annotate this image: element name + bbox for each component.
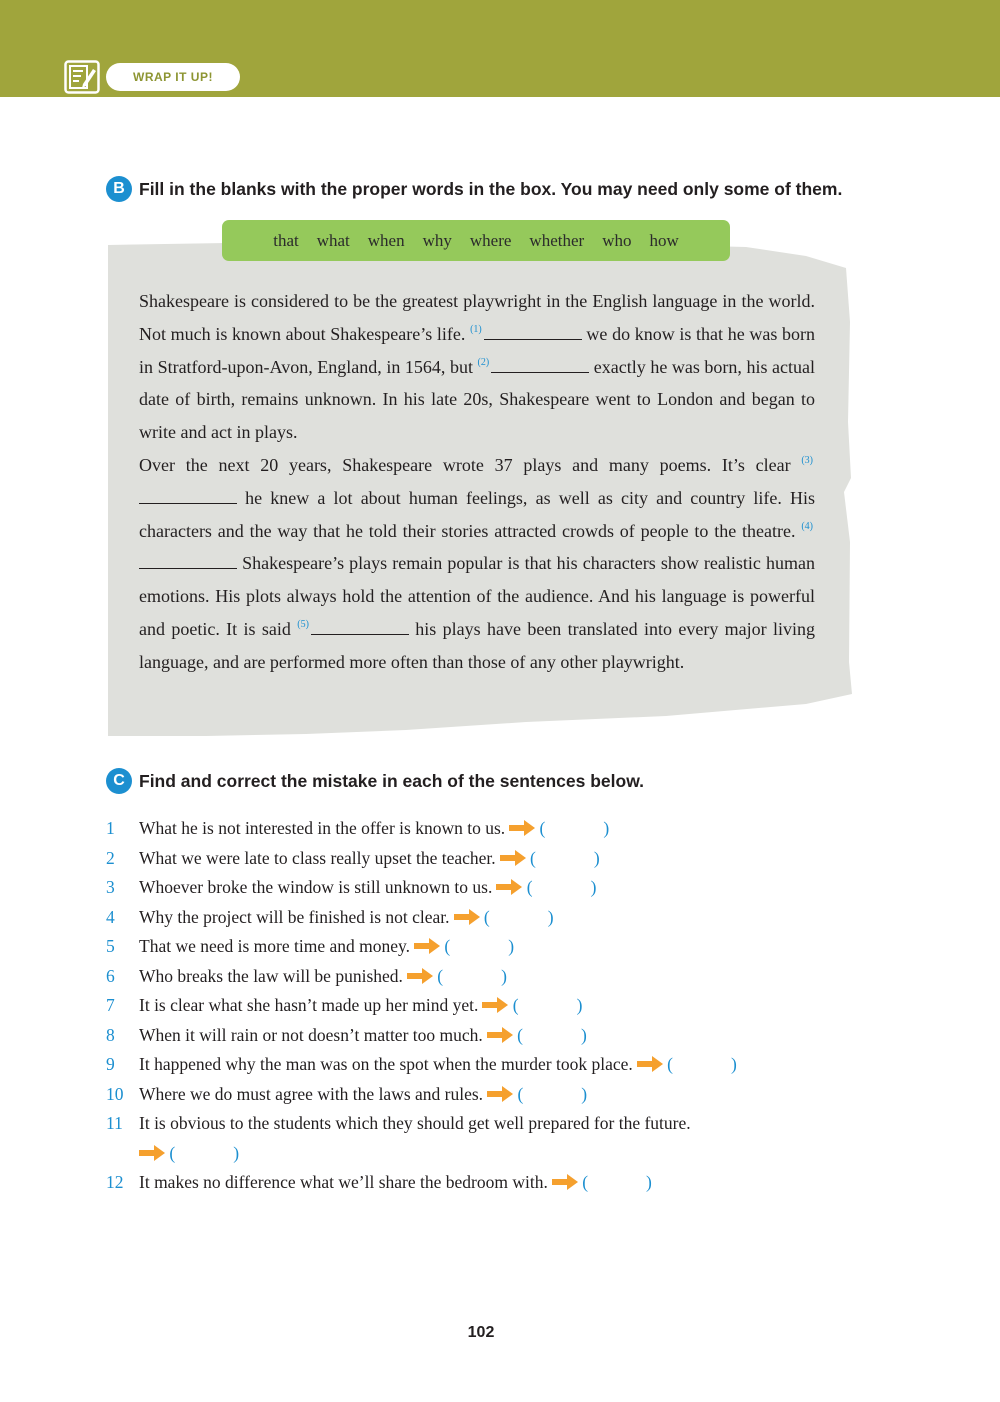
section-c-heading bbox=[106, 768, 644, 794]
passage-text: Over the next 20 years, Shakespeare wrote 37 plays and many poems. It’s clear bbox=[139, 454, 791, 475]
answer-paren-open: ( bbox=[517, 1024, 523, 1045]
item-number: 10 bbox=[106, 1083, 124, 1104]
orange-arrow-icon bbox=[454, 909, 480, 925]
word-option: how bbox=[649, 230, 679, 250]
blank-1[interactable] bbox=[484, 324, 582, 340]
passage-text: Shakespeare’s plays remain popular is that his characters show realistic human emotions. His plots always hold the attention of the audience. And his language is powerful and poetic. It is said bbox=[139, 553, 815, 639]
word-option: whether bbox=[529, 230, 585, 250]
answer-paren-close: ) bbox=[547, 906, 554, 927]
passage-text: exactly he was born, his actual date of birth, remains unknown. In his late 20s, Shakespeare went to London and began to write and act in plays. bbox=[139, 356, 816, 443]
item-number: 3 bbox=[106, 877, 115, 897]
exercise-item bbox=[106, 1080, 866, 1110]
word-option: that bbox=[273, 230, 299, 250]
exercise-item bbox=[106, 1109, 866, 1139]
blank-3[interactable] bbox=[139, 488, 237, 504]
item-number: 4 bbox=[106, 906, 115, 927]
orange-arrow-icon bbox=[487, 1086, 513, 1102]
section-b-heading bbox=[106, 176, 842, 202]
orange-arrow-icon bbox=[496, 879, 522, 895]
item-sentence: It is obvious to the students which they should get well prepared for the future. bbox=[139, 1113, 691, 1133]
answer-paren-close: ) bbox=[576, 995, 583, 1015]
item-number: 6 bbox=[106, 965, 115, 986]
orange-arrow-icon bbox=[414, 938, 440, 954]
item-sentence: It is clear what she hasn’t made up her mind yet. bbox=[139, 995, 479, 1015]
passage-text: Shakespeare is considered to be the greatest playwright in the English language in the world. Not much is known about Shakespeare’s life. bbox=[139, 291, 815, 344]
exercise-item bbox=[106, 932, 866, 962]
item-sentence: That we need is more time and money. bbox=[139, 936, 411, 956]
answer-paren-open: ( bbox=[444, 936, 451, 956]
item-sentence: Whoever broke the window is still unknown to us. bbox=[139, 877, 493, 897]
item-number: 5 bbox=[106, 936, 115, 956]
word-option: who bbox=[602, 230, 632, 250]
answer-paren-close: ) bbox=[646, 1172, 652, 1192]
passage-text: his plays have been translated into every major living language, and are performed more often than those of any other playwright. bbox=[139, 618, 816, 672]
section-c-badge: C bbox=[106, 768, 132, 794]
orange-arrow-icon bbox=[552, 1174, 578, 1190]
exercise-item bbox=[106, 814, 866, 844]
exercise-item bbox=[106, 991, 866, 1021]
orange-arrow-icon bbox=[637, 1056, 663, 1072]
blank-number: (1) bbox=[470, 323, 482, 335]
exercise-item bbox=[106, 873, 866, 903]
answer-paren-open: ( bbox=[539, 818, 546, 838]
section-b-instruction: Fill in the blanks with the proper words in the box. You may need only some of them. bbox=[139, 178, 843, 199]
item-number: 9 bbox=[106, 1054, 115, 1074]
answer-paren-close: ) bbox=[581, 1083, 588, 1104]
exercise-item bbox=[106, 962, 866, 992]
answer-paren-open: ( bbox=[437, 965, 444, 986]
item-number: 1 bbox=[106, 818, 115, 838]
answer-paren-open: ( bbox=[667, 1054, 673, 1074]
exercise-list bbox=[106, 814, 866, 1198]
blank-2[interactable] bbox=[491, 357, 589, 373]
answer-paren-close: ) bbox=[508, 936, 515, 956]
orange-arrow-icon bbox=[500, 850, 526, 866]
item-sentence: Why the project will be finished is not clear. bbox=[139, 906, 450, 927]
passage-text: he knew a lot about human feelings, as well as city and country life. His characters and the way that he told their stories attracted crowds of people to the theatre. bbox=[139, 487, 816, 541]
answer-paren-close: ) bbox=[233, 1142, 240, 1163]
exercise-item-continuation bbox=[106, 1139, 866, 1169]
word-option: when bbox=[367, 230, 405, 250]
answer-paren-open: ( bbox=[483, 906, 490, 927]
orange-arrow-icon bbox=[482, 997, 508, 1013]
passage-paragraph-1 bbox=[139, 285, 815, 449]
word-option: why bbox=[422, 230, 452, 250]
item-number: 12 bbox=[106, 1172, 124, 1192]
answer-paren-open: ( bbox=[169, 1142, 176, 1163]
answer-paren-close: ) bbox=[730, 1054, 737, 1074]
page-number: 102 bbox=[467, 1324, 495, 1341]
item-sentence: What he is not interested in the offer is known to us. bbox=[139, 818, 506, 838]
wrap-it-up-badge: WRAP IT UP! bbox=[106, 63, 240, 91]
passage-paragraph-2 bbox=[139, 449, 815, 679]
item-number: 7 bbox=[106, 995, 115, 1015]
answer-paren-close: ) bbox=[603, 818, 610, 838]
exercise-item bbox=[106, 844, 866, 874]
section-b-badge: B bbox=[106, 176, 132, 202]
exercise-item bbox=[106, 903, 866, 933]
item-number: 8 bbox=[106, 1024, 115, 1045]
blank-number: (3) bbox=[801, 454, 813, 466]
item-sentence: Who breaks the law will be punished. bbox=[139, 965, 403, 986]
item-sentence: It makes no difference what we’ll share the bedroom with. bbox=[139, 1172, 548, 1192]
answer-paren-open: ( bbox=[530, 847, 536, 868]
answer-paren-close: ) bbox=[501, 965, 507, 986]
word-box bbox=[222, 220, 730, 261]
item-sentence: What we were late to class really upset the teacher. bbox=[139, 847, 496, 868]
blank-number: (4) bbox=[801, 520, 814, 532]
note-pencil-icon bbox=[64, 60, 100, 94]
word-option: where bbox=[469, 230, 512, 250]
orange-arrow-icon bbox=[139, 1145, 165, 1161]
answer-paren-open: ( bbox=[582, 1172, 589, 1192]
orange-arrow-icon bbox=[407, 968, 433, 984]
answer-paren-open: ( bbox=[512, 995, 519, 1015]
answer-paren-close: ) bbox=[580, 1024, 587, 1045]
exercise-item bbox=[106, 1050, 866, 1080]
answer-paren-close: ) bbox=[590, 877, 597, 897]
exercise-item bbox=[106, 1168, 866, 1198]
item-number: 2 bbox=[106, 847, 115, 868]
orange-arrow-icon bbox=[487, 1027, 513, 1043]
passage-text: we do know is that he was born in Stratford-upon-Avon, England, in 1564, but bbox=[139, 323, 816, 377]
item-sentence: Where we do must agree with the laws and rules. bbox=[139, 1083, 484, 1104]
item-sentence: It happened why the man was on the spot when the murder took place. bbox=[139, 1054, 633, 1074]
answer-paren-open: ( bbox=[517, 1083, 524, 1104]
section-c-instruction: Find and correct the mistake in each of the sentences below. bbox=[139, 770, 645, 791]
item-sentence: When it will rain or not doesn’t matter too much. bbox=[139, 1024, 483, 1045]
answer-paren-open: ( bbox=[526, 877, 533, 897]
answer-paren-close: ) bbox=[593, 847, 600, 868]
exercise-item bbox=[106, 1021, 866, 1051]
reading-passage bbox=[139, 285, 815, 679]
item-number: 11 bbox=[106, 1113, 123, 1133]
blank-number: (2) bbox=[477, 356, 490, 368]
blank-5[interactable] bbox=[311, 619, 409, 635]
blank-number: (5) bbox=[297, 618, 309, 630]
orange-arrow-icon bbox=[509, 820, 535, 836]
blank-4[interactable] bbox=[139, 553, 237, 569]
word-option: what bbox=[316, 230, 350, 250]
